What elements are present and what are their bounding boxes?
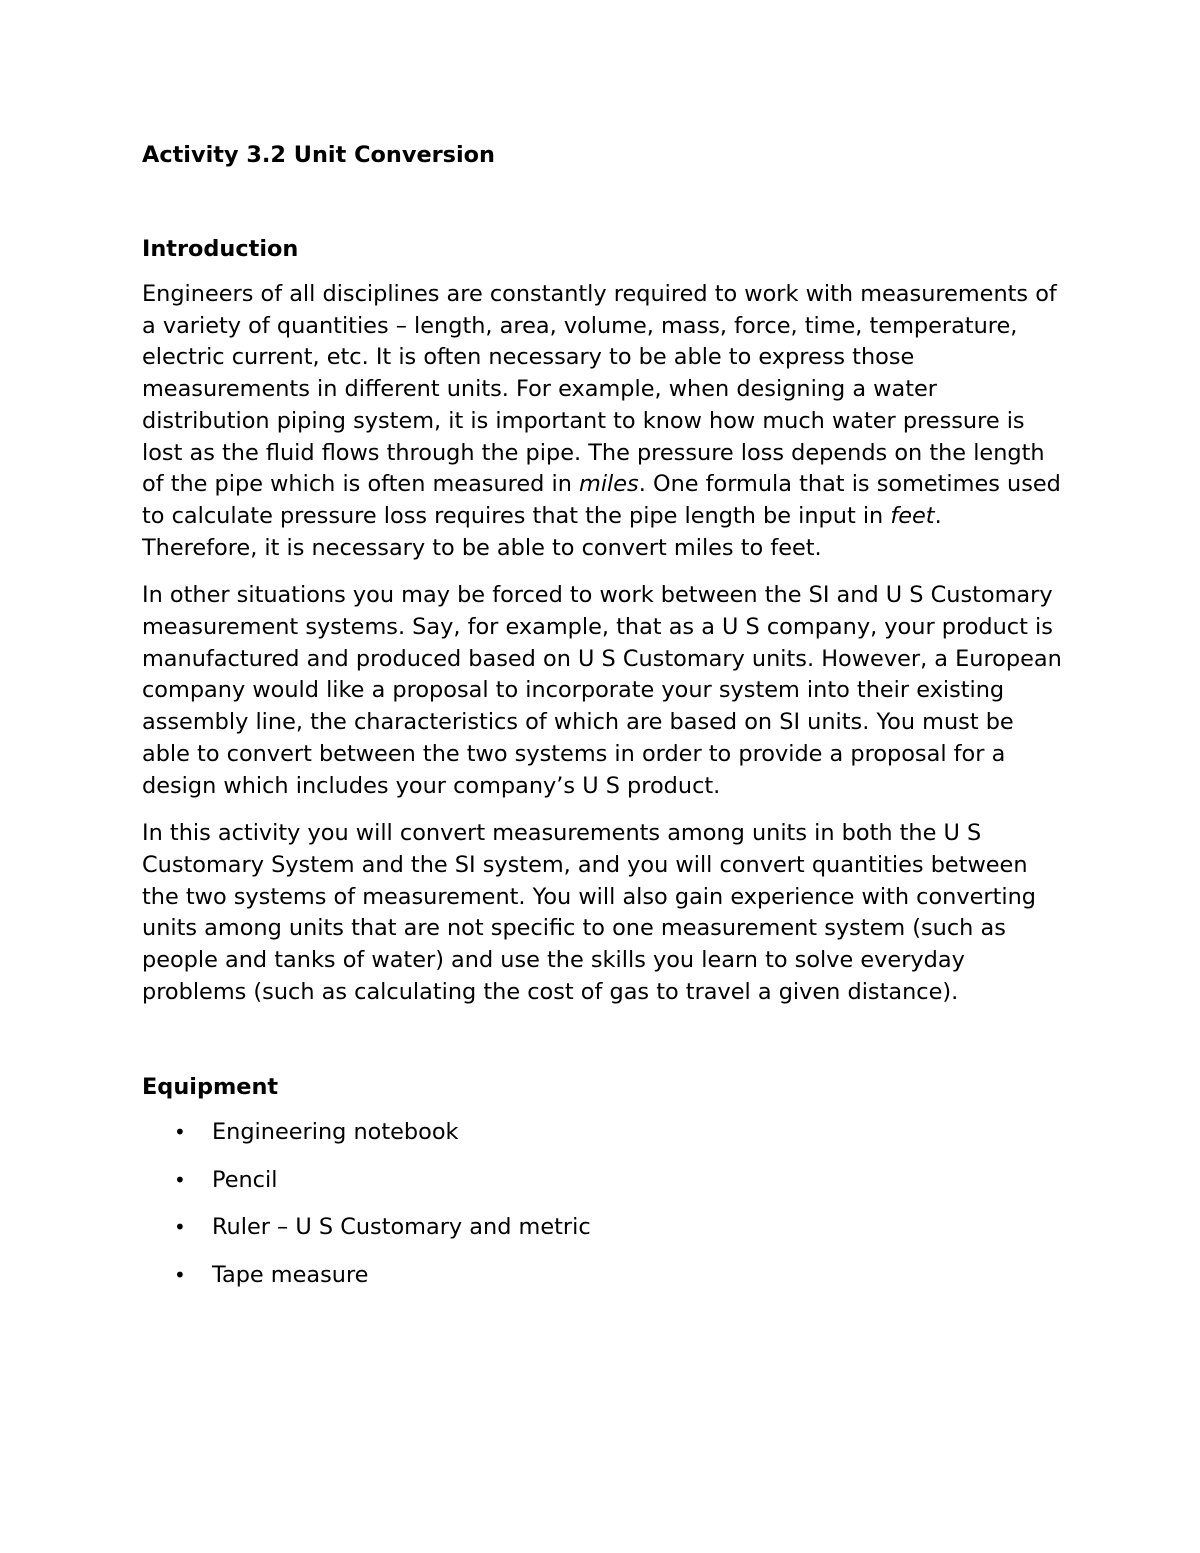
- list-item: [142, 1212, 1062, 1244]
- document-title: Activity 3.2 Unit Conversion: [142, 142, 496, 168]
- list-item: [142, 1117, 1062, 1149]
- emphasis-miles: miles: [579, 471, 639, 498]
- paragraph-text: . Therefore, it is necessary to be able to convert miles to feet.: [142, 502, 942, 561]
- list-item: [142, 1260, 1062, 1292]
- emphasis-feet: feet: [890, 502, 935, 529]
- list-item-text: Ruler – U S Customary and metric: [212, 1214, 591, 1241]
- list-item-text: Engineering notebook: [212, 1119, 459, 1146]
- introduction-paragraph-2: In other situations you may be forced to work between the SI and U S Customary measurement systems. Say, for example, that as a U S company, your product is manufactured and produced based on U S Customary units. However, a European company would like a proposal to incorporate your system into their existing assembly line, the characteristics of which are based on SI units. You must be able to convert between the two systems in order to provide a proposal for a design which includes your company’s U S product.: [142, 582, 1062, 799]
- introduction-paragraph-3: In this activity you will convert measurements among units in both the U S Customary System and the SI system, and you will convert quantities between the two systems of measurement. You will also gain experience with converting units among units that are not specific to one measurement system (such as people and tanks of water) and use the skills you learn to solve everyday problems (such as calculating the cost of gas to travel a given distance).: [142, 820, 1037, 1005]
- list-item-text: Tape measure: [212, 1261, 369, 1288]
- bullet-icon: •: [174, 1262, 186, 1287]
- introduction-paragraph-1: [142, 279, 1062, 564]
- bullet-icon: •: [174, 1167, 186, 1192]
- introduction-heading: Introduction: [142, 236, 299, 262]
- list-item: [142, 1165, 1062, 1197]
- list-item-text: Pencil: [212, 1166, 278, 1193]
- document-page: [142, 140, 1062, 1307]
- paragraph-text: . One formula that is sometimes used to calculate pressure loss requires that the pipe length be input in: [142, 471, 1061, 529]
- equipment-heading: Equipment: [142, 1074, 279, 1101]
- equipment-list: [142, 1117, 1062, 1291]
- bullet-icon: •: [174, 1215, 186, 1240]
- paragraph-text: Engineers of all disciplines are constantly required to work with measurements of a variety of quantities – length, area, volume, mass, force, time, temperature, electric current, etc. It is often necessary to be able to express those measurements in different units. For example, when designing a water distribution piping system, it is important to know how much water pressure is lost as the fluid flows through the pipe. The pressure loss depends on the length of the pipe which is often measured in: [142, 281, 1057, 498]
- bullet-icon: •: [174, 1120, 186, 1145]
